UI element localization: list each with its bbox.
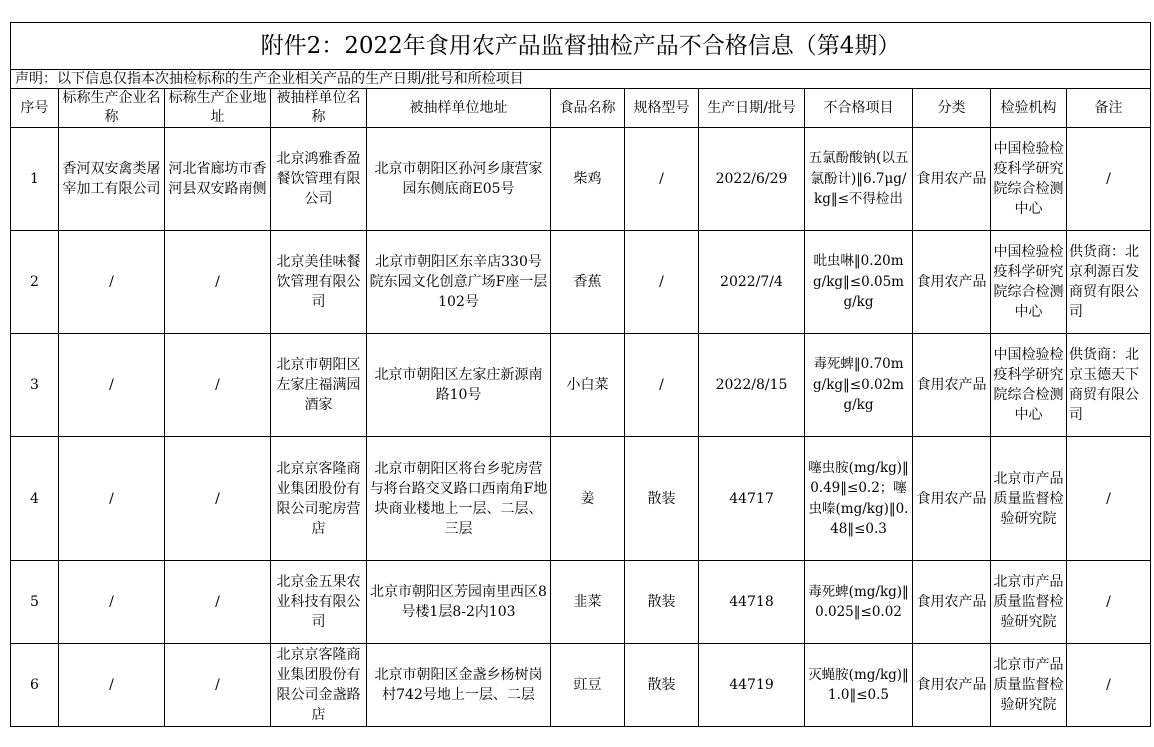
cell-category: 食用农产品 [913,334,991,437]
cell-date-batch: 2022/6/29 [699,128,805,231]
page-title: 附件2：2022年食用农产品监督抽检产品不合格信息（第4期） [11,23,1151,70]
cell-spec: 散装 [625,644,699,727]
cell-sampled-unit: 北京京客隆商业集团股份有限公司金盏路店 [271,644,367,727]
cell-lab: 中国检验检疫科学研究院综合检测中心 [991,128,1067,231]
table-header-row [11,89,1151,128]
cell-nonconform-item: 毒死蜱‖0.70mg/kg‖≤0.02mg/kg [805,334,913,437]
cell-spec: 散装 [625,437,699,561]
cell-remark: 供货商：北京利源百发商贸有限公司 [1067,231,1151,334]
cell-producer-address: / [165,561,271,644]
cell-food-name: 姜 [551,437,625,561]
cell-sampled-address: 北京市朝阳区将台乡驼房营与将台路交叉路口西南角F地块商业楼地上一层、二层、三层 [367,437,551,561]
cell-sampled-unit: 北京美佳味餐饮管理有限公司 [271,231,367,334]
cell-date-batch: 44718 [699,561,805,644]
cell-date-batch: 44717 [699,437,805,561]
cell-spec: / [625,128,699,231]
nonconforming-products-table [10,22,1151,727]
cell-lab: 北京市产品质量监督检验研究院 [991,437,1067,561]
cell-food-name: 香蕉 [551,231,625,334]
cell-sampled-unit: 北京市朝阳区左家庄福满园酒家 [271,334,367,437]
cell-no: 3 [11,334,59,437]
cell-producer: / [59,437,165,561]
cell-remark: 供货商：北京玉德天下商贸有限公司 [1067,334,1151,437]
cell-remark: / [1067,644,1151,727]
cell-sampled-address: 北京市朝阳区金盏乡杨树岗村742号地上一层、二层 [367,644,551,727]
cell-nonconform-item: 噻虫胺(mg/kg)‖0.49‖≤0.2；噻虫嗪(mg/kg)‖0.48‖≤0.3 [805,437,913,561]
header-date-batch: 生产日期/批号 [699,89,805,128]
cell-remark: / [1067,561,1151,644]
cell-producer-address: / [165,334,271,437]
cell-date-batch: 2022/7/4 [699,231,805,334]
cell-producer: / [59,231,165,334]
cell-nonconform-item: 五氯酚酸钠(以五氯酚计)‖6.7μg/kg‖≤不得检出 [805,128,913,231]
cell-sampled-address: 北京市朝阳区左家庄新源南路10号 [367,334,551,437]
cell-sampled-unit: 北京鸿雅香盈餐饮管理有限公司 [271,128,367,231]
cell-producer: / [59,561,165,644]
cell-no: 2 [11,231,59,334]
cell-producer-address: 河北省廊坊市香河县双安路南侧 [165,128,271,231]
cell-food-name: 豇豆 [551,644,625,727]
cell-category: 食用农产品 [913,231,991,334]
cell-category: 食用农产品 [913,644,991,727]
cell-no: 6 [11,644,59,727]
cell-no: 1 [11,128,59,231]
cell-producer-address: / [165,231,271,334]
table-row [11,128,1151,231]
cell-producer: / [59,334,165,437]
header-no: 序号 [11,89,59,128]
cell-lab: 中国检验检疫科学研究院综合检测中心 [991,334,1067,437]
cell-nonconform-item: 吡虫啉‖0.20mg/kg‖≤0.05mg/kg [805,231,913,334]
table-row [11,644,1151,727]
cell-category: 食用农产品 [913,561,991,644]
cell-sampled-address: 北京市朝阳区孙河乡康营家园东侧底商E05号 [367,128,551,231]
header-category: 分类 [913,89,991,128]
cell-nonconform-item: 灭蝇胺(mg/kg)‖1.0‖≤0.5 [805,644,913,727]
header-producer-address: 标称生产企业地址 [165,89,271,128]
cell-date-batch: 44719 [699,644,805,727]
cell-food-name: 柴鸡 [551,128,625,231]
cell-category: 食用农产品 [913,437,991,561]
cell-spec: / [625,231,699,334]
cell-lab: 中国检验检疫科学研究院综合检测中心 [991,231,1067,334]
header-lab: 检验机构 [991,89,1067,128]
cell-category: 食用农产品 [913,128,991,231]
cell-producer-address: / [165,644,271,727]
cell-remark: / [1067,128,1151,231]
cell-no: 4 [11,437,59,561]
header-spec: 规格型号 [625,89,699,128]
cell-date-batch: 2022/8/15 [699,334,805,437]
cell-food-name: 韭菜 [551,561,625,644]
cell-sampled-unit: 北京京客隆商业集团股份有限公司驼房营店 [271,437,367,561]
header-remark: 备注 [1067,89,1151,128]
header-food-name: 食品名称 [551,89,625,128]
cell-food-name: 小白菜 [551,334,625,437]
cell-producer: 香河双安禽类屠宰加工有限公司 [59,128,165,231]
header-sampled-unit: 被抽样单位名称 [271,89,367,128]
header-nonconform-item: 不合格项目 [805,89,913,128]
cell-sampled-address: 北京市朝阳区东辛店330号院东园文化创意广场F座一层102号 [367,231,551,334]
cell-nonconform-item: 毒死蜱(mg/kg)‖0.025‖≤0.02 [805,561,913,644]
table-row [11,334,1151,437]
header-sampled-address: 被抽样单位地址 [367,89,551,128]
cell-producer: / [59,644,165,727]
cell-sampled-unit: 北京金五果农业科技有限公司 [271,561,367,644]
cell-lab: 北京市产品质量监督检验研究院 [991,644,1067,727]
header-producer: 标称生产企业名称 [59,89,165,128]
cell-lab: 北京市产品质量监督检验研究院 [991,561,1067,644]
table-row [11,231,1151,334]
cell-producer-address: / [165,437,271,561]
cell-spec: 散装 [625,561,699,644]
cell-spec: / [625,334,699,437]
cell-no: 5 [11,561,59,644]
cell-remark: / [1067,437,1151,561]
cell-sampled-address: 北京市朝阳区芳园南里西区8号楼1层8-2内103 [367,561,551,644]
disclaimer-notice: 声明：以下信息仅指本次抽检标称的生产企业相关产品的生产日期/批号和所检项目 [11,70,1151,89]
table-row [11,437,1151,561]
table-row [11,561,1151,644]
